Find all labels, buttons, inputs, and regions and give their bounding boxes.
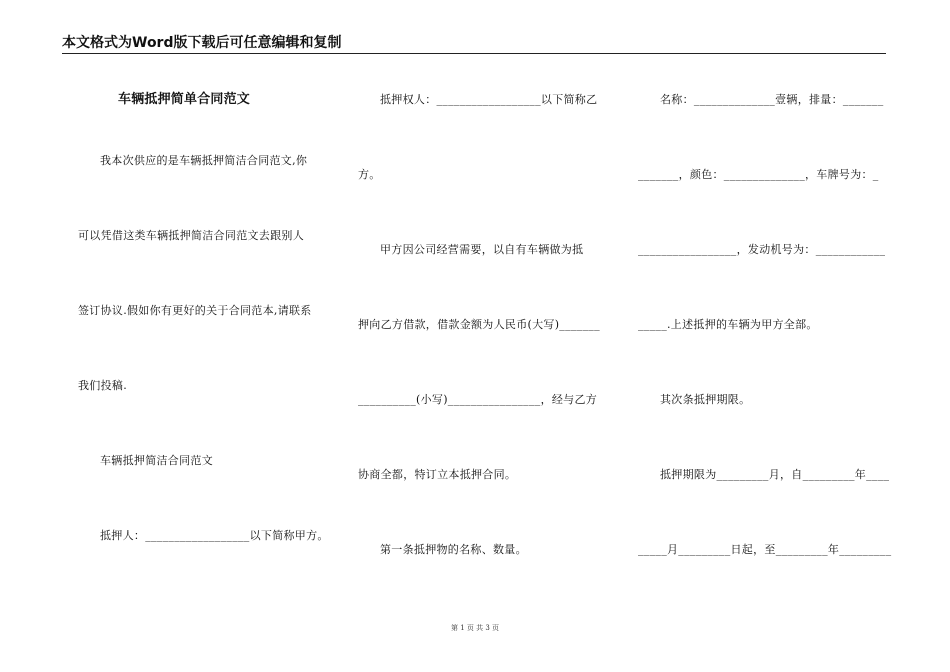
paragraph-line: _____.上述抵押的车辆为甲方全部。 (638, 318, 818, 331)
document-title: 车辆抵押简单合同范文 (118, 92, 251, 107)
paragraph-line: _________________，发动机号为：____________ (638, 243, 886, 256)
paragraph-line: 方。 (358, 168, 381, 181)
pledgee-line: 抵押权人：__________________以下简称乙 (380, 93, 598, 106)
article-heading: 其次条抵押期限。 (660, 393, 751, 406)
text-column-2 (358, 0, 608, 672)
paragraph-line: _____月_________日起，至_________年_________ (638, 543, 892, 556)
section-heading: 车辆抵押简洁合同范文 (100, 454, 213, 467)
paragraph-line: _______，颜色：______________，车牌号为：_ (638, 168, 879, 181)
header-text: 本文格式为Word版下载后可任意编辑和复制 (62, 35, 342, 51)
text-column-1 (78, 0, 336, 672)
paragraph-line: 抵押期限为_________月，自_________年____ (660, 468, 890, 481)
paragraph-line: 名称：______________壹辆，排量：_______ (660, 93, 884, 106)
paragraph-line: 我本次供应的是车辆抵押简洁合同范文,你 (100, 154, 308, 167)
paragraph-line: 可以凭借这类车辆抵押简洁合同范文去跟别人 (78, 229, 304, 242)
paragraph-line: 签订协议.假如你有更好的关于合同范本,请联系 (78, 304, 312, 317)
article-heading: 第一条抵押物的名称、数量。 (380, 543, 527, 556)
pledgor-line: 抵押人：__________________以下简称甲方。 (100, 529, 329, 542)
paragraph-line: 我们投稿. (78, 379, 127, 392)
text-column-3 (638, 0, 892, 672)
paragraph-line: __________(小写)________________，经与乙方 (358, 393, 598, 406)
paragraph-line: 押向乙方借款，借款金额为人民币(大写)_______ (358, 318, 600, 331)
paragraph-line: 甲方因公司经营需要，以自有车辆做为抵 (380, 243, 584, 256)
paragraph-line: 协商全都，特订立本抵押合同。 (358, 468, 517, 481)
page-number: 第 1 页 共 3 页 (450, 624, 500, 632)
